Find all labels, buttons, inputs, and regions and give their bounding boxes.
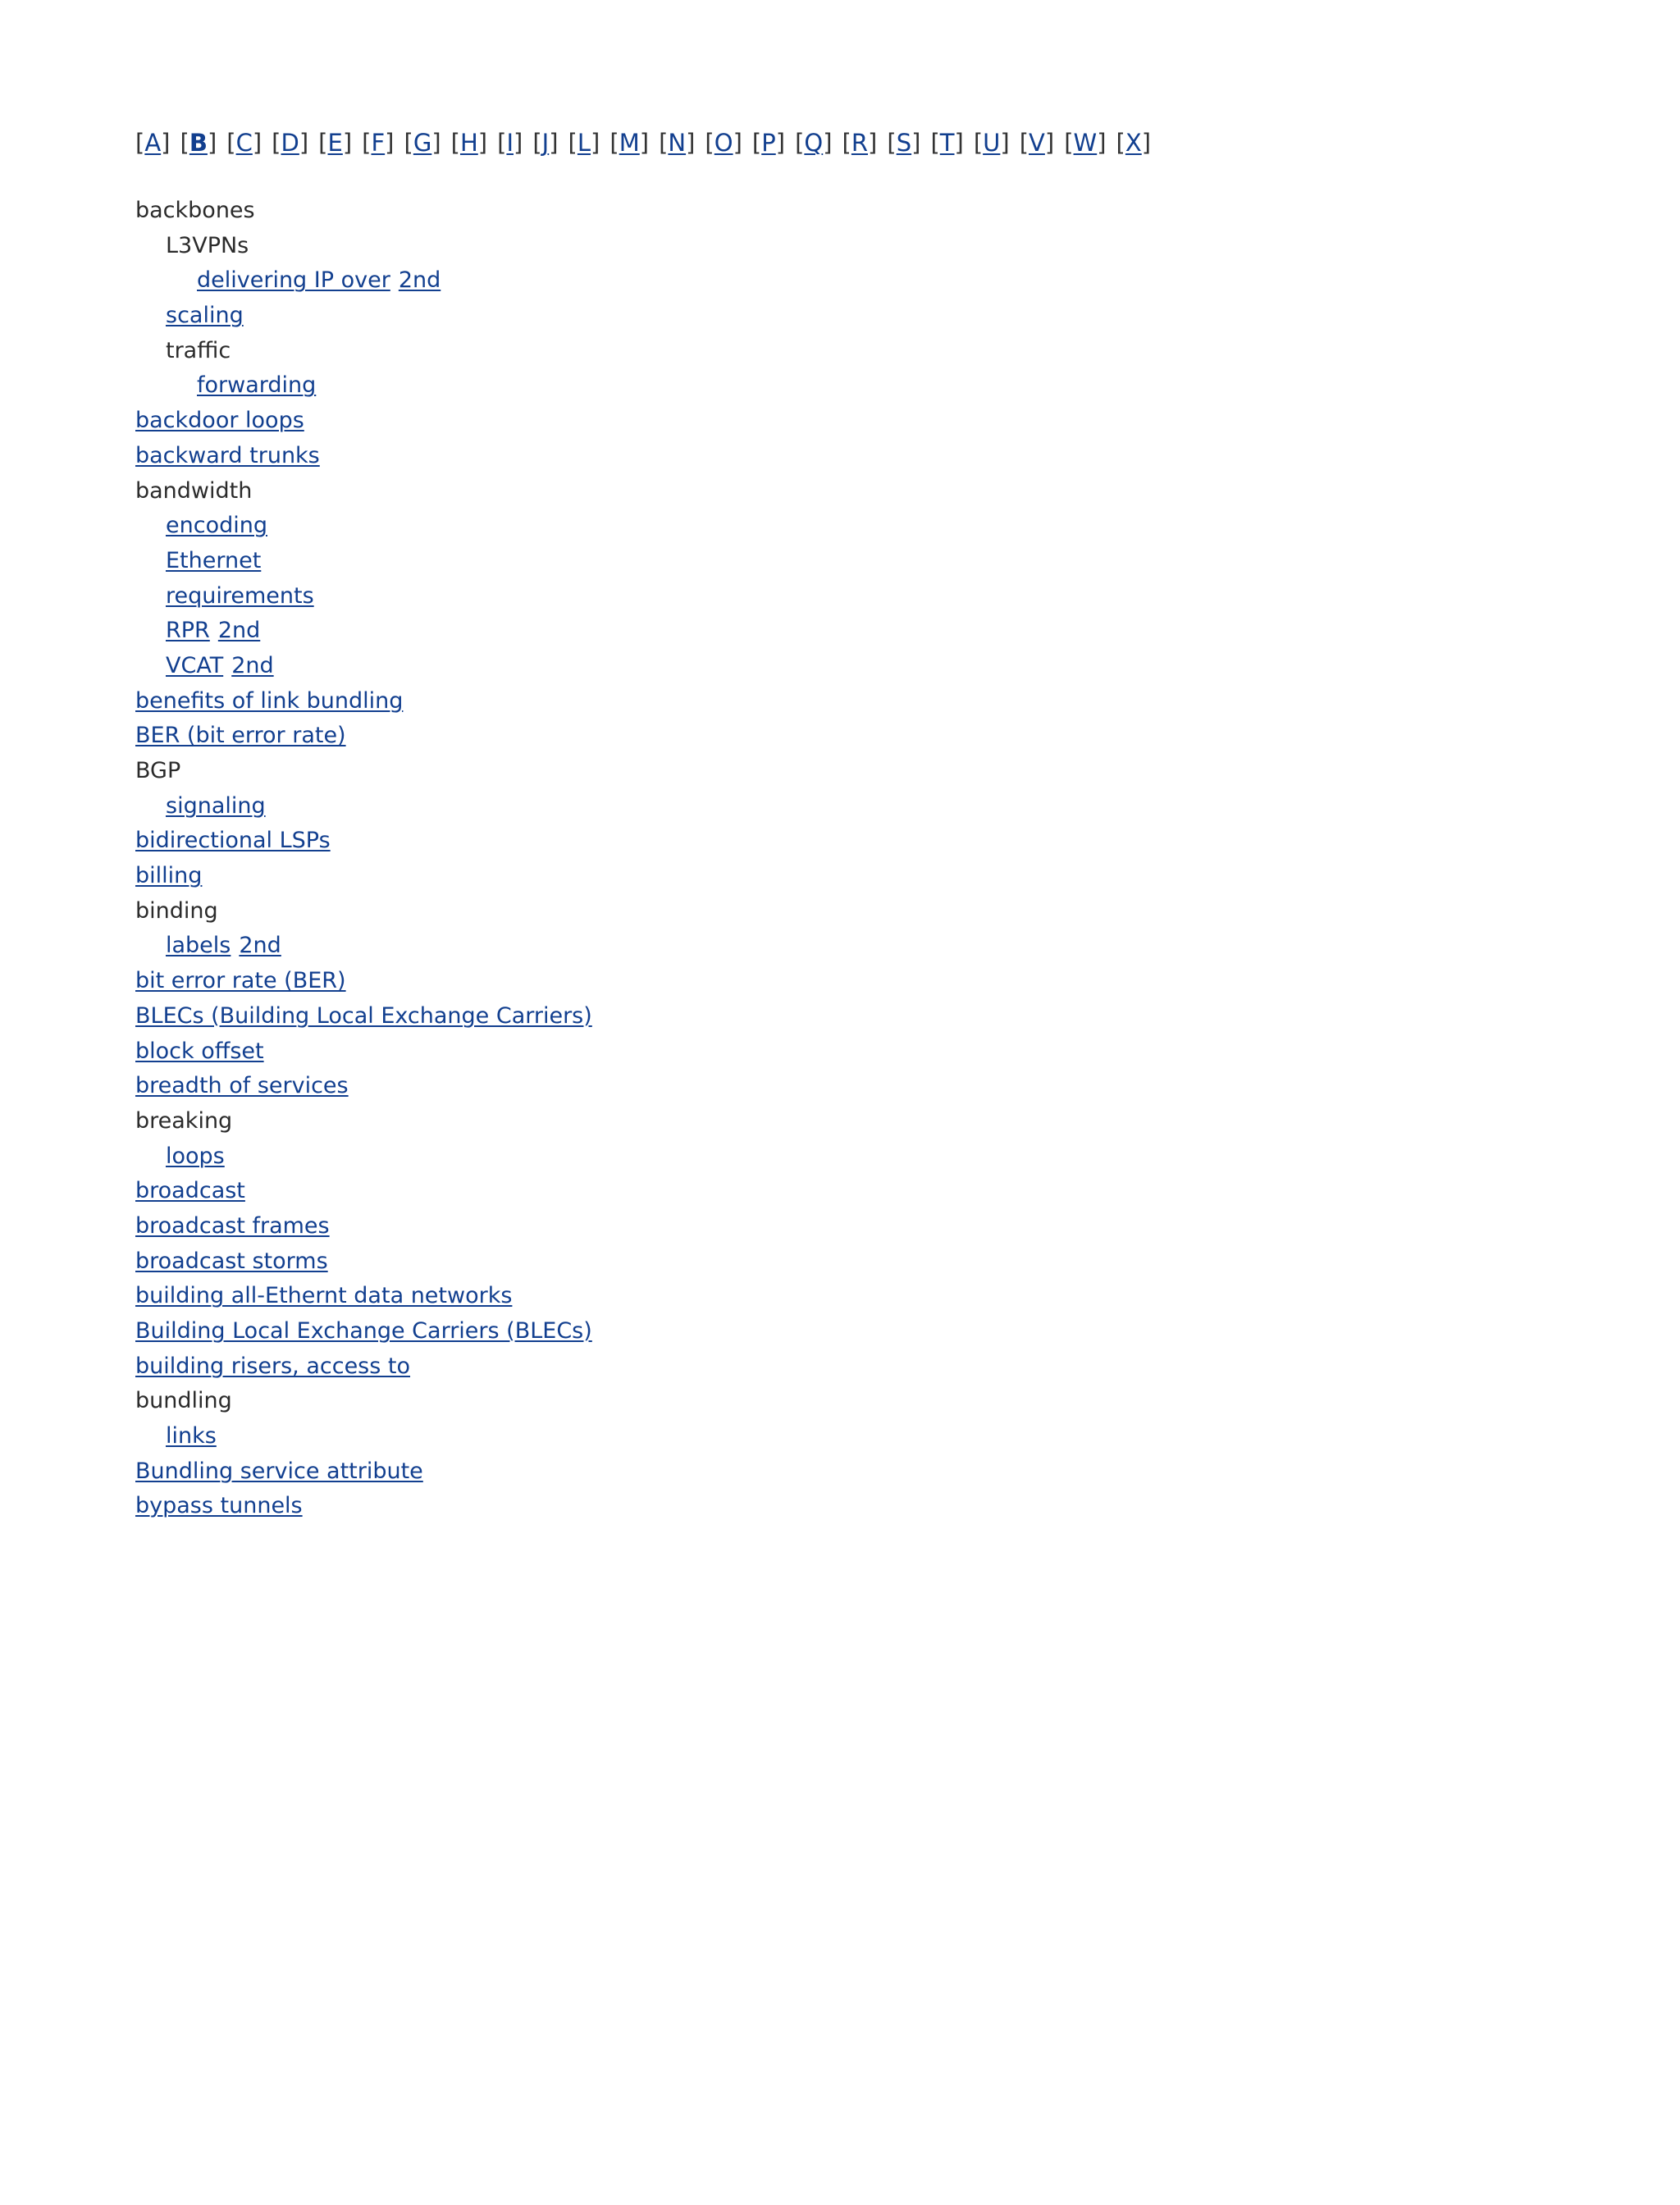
index-term-heading: bandwidth: [135, 477, 253, 504]
left-bracket: [: [135, 129, 145, 157]
right-bracket: ]: [385, 129, 395, 157]
index-entry: [135, 1489, 1530, 1524]
alphabet-nav-item: [404, 129, 441, 157]
left-bracket: [: [226, 129, 236, 157]
index-term-link[interactable]: loops: [166, 1143, 225, 1169]
index-entry: [135, 579, 1530, 614]
index-term-link[interactable]: breadth of services: [135, 1073, 349, 1099]
index-term-link[interactable]: BLECs (Building Local Exchange Carriers): [135, 1002, 592, 1029]
index-entry: [135, 754, 1530, 789]
right-bracket: ]: [733, 129, 742, 157]
index-term-link[interactable]: scaling: [166, 303, 244, 329]
index-entry: [135, 1104, 1530, 1139]
letter-link-n[interactable]: N: [668, 129, 687, 157]
alphabet-nav-item: [226, 129, 262, 157]
right-bracket: ]: [514, 129, 523, 157]
letter-link-i[interactable]: I: [506, 129, 514, 157]
index-entry: [135, 404, 1530, 439]
right-bracket: ]: [477, 129, 488, 157]
alphabet-nav-item: [180, 129, 217, 157]
right-bracket: ]: [639, 129, 650, 157]
index-entry: [135, 894, 1530, 929]
index-entry: [135, 334, 1530, 369]
alphabet-nav-item: [318, 129, 352, 157]
alphabet-nav-item: [659, 129, 695, 157]
index-term-link[interactable]: forwarding: [197, 372, 317, 399]
index-entry: [135, 614, 1530, 649]
index-ref-link[interactable]: 2nd: [239, 933, 281, 959]
letter-link-r[interactable]: R: [851, 129, 869, 157]
index-term-link[interactable]: links: [166, 1423, 217, 1449]
right-bracket: ]: [868, 129, 878, 157]
index-term-link[interactable]: billing: [135, 863, 203, 889]
index-entry: [135, 509, 1530, 544]
index-term-link[interactable]: signaling: [166, 792, 266, 819]
index-term-link[interactable]: block offset: [135, 1038, 264, 1064]
index-entry: [135, 1349, 1530, 1385]
index-entry: [135, 1384, 1530, 1419]
alphabet-nav-item: [795, 129, 832, 157]
index-entry: [135, 1279, 1530, 1314]
index-term-link[interactable]: bit error rate (BER): [135, 968, 346, 994]
alphabet-nav-item: [362, 129, 394, 157]
left-bracket: [: [180, 129, 189, 157]
index-term-heading: breaking: [135, 1107, 233, 1134]
left-bracket: [: [795, 129, 805, 157]
alphabet-nav-item: [272, 129, 308, 157]
letter-link-s[interactable]: S: [896, 129, 912, 157]
index-term-link[interactable]: encoding: [166, 513, 267, 539]
alphabet-nav-item: [974, 129, 1010, 157]
left-bracket: [: [930, 129, 940, 157]
index-term-heading: traffic: [166, 337, 231, 363]
index-term-link[interactable]: RPR: [166, 618, 210, 644]
index-entry: [135, 1034, 1530, 1070]
alphabet-nav-item: [1116, 129, 1152, 157]
left-bracket: [: [404, 129, 413, 157]
alphabet-nav-item: [497, 129, 523, 157]
index-term-heading: binding: [135, 897, 218, 924]
left-bracket: [: [272, 129, 281, 157]
index-entry: [135, 964, 1530, 999]
index-term-link[interactable]: labels: [166, 933, 231, 959]
right-bracket: ]: [591, 129, 600, 157]
index-entry: [135, 229, 1530, 264]
letter-link-q[interactable]: Q: [804, 129, 824, 157]
index-term-link[interactable]: building risers, access to: [135, 1353, 411, 1379]
index-entry: [135, 1314, 1530, 1349]
letter-link-f[interactable]: F: [371, 129, 386, 157]
right-bracket: ]: [775, 129, 786, 157]
index-term-link[interactable]: backdoor loops: [135, 408, 304, 434]
right-bracket: ]: [686, 129, 696, 157]
index-entry: [135, 1454, 1530, 1490]
letter-link-h[interactable]: H: [459, 129, 478, 157]
alphabet-nav-item: [1020, 129, 1055, 157]
left-bracket: [: [1116, 129, 1125, 157]
index-entry: [135, 999, 1530, 1034]
index-term-link[interactable]: VCAT: [166, 652, 224, 678]
index-term-link[interactable]: broadcast: [135, 1178, 245, 1204]
left-bracket: [: [887, 129, 897, 157]
index-term-link[interactable]: broadcast storms: [135, 1248, 328, 1274]
alphabet-nav-item: [930, 129, 963, 157]
index-entry: [135, 929, 1530, 964]
alphabet-nav-item: [752, 129, 785, 157]
index-term-link[interactable]: BER (bit error rate): [135, 723, 346, 749]
letter-link-l[interactable]: L: [577, 129, 591, 157]
index-ref-link[interactable]: 2nd: [398, 267, 441, 294]
index-entry: [135, 1069, 1530, 1104]
letter-link-o[interactable]: O: [714, 129, 733, 157]
right-bracket: ]: [207, 129, 217, 157]
index-entry: [135, 544, 1530, 579]
left-bracket: [: [362, 129, 372, 157]
letter-link-w[interactable]: W: [1073, 129, 1098, 157]
right-bracket: ]: [252, 129, 262, 157]
index-term-link[interactable]: broadcast frames: [135, 1212, 330, 1239]
index-ref-link[interactable]: 2nd: [231, 652, 274, 678]
letter-link-c[interactable]: C: [235, 129, 253, 157]
right-bracket: ]: [823, 129, 833, 157]
index-term-link[interactable]: bypass tunnels: [135, 1493, 303, 1519]
alphabet-nav-item: [1064, 129, 1106, 157]
index-entry: [135, 1139, 1530, 1175]
alphabet-nav-item: [568, 129, 600, 157]
letter-link-a[interactable]: A: [144, 129, 162, 157]
index-entry: [135, 684, 1530, 719]
left-bracket: [: [842, 129, 851, 157]
index-entry: [135, 474, 1530, 509]
alphabet-nav-item: [451, 129, 487, 157]
right-bracket: ]: [431, 129, 441, 157]
index-entry: [135, 1419, 1530, 1454]
alphabet-nav-item: [532, 129, 558, 157]
left-bracket: [: [609, 129, 619, 157]
letter-link-u[interactable]: U: [983, 129, 1001, 157]
index-term-link[interactable]: requirements: [166, 582, 314, 609]
left-bracket: [: [450, 129, 460, 157]
index-term-link[interactable]: bidirectional LSPs: [135, 828, 331, 854]
right-bracket: ]: [1097, 129, 1107, 157]
right-bracket: ]: [549, 129, 559, 157]
index-term-link[interactable]: building all-Ethernt data networks: [135, 1283, 513, 1309]
index-term-heading: backbones: [135, 198, 255, 223]
index-term-link[interactable]: Ethernet: [166, 547, 262, 573]
index-entry: [135, 859, 1530, 894]
index-term-link[interactable]: delivering IP over: [197, 267, 390, 294]
index-entry: [135, 719, 1530, 754]
letter-link-j[interactable]: J: [541, 129, 550, 157]
index-term-link[interactable]: Building Local Exchange Carriers (BLECs): [135, 1318, 592, 1344]
index-entry: [135, 368, 1530, 404]
left-bracket: [: [532, 129, 542, 157]
letter-link-m[interactable]: M: [619, 129, 640, 157]
index-list: [135, 194, 1530, 1524]
index-entry: [135, 1209, 1530, 1244]
right-bracket: ]: [954, 129, 964, 157]
right-bracket: ]: [1000, 129, 1010, 157]
index-entry: [135, 649, 1530, 684]
right-bracket: ]: [1141, 129, 1152, 157]
alphabet-nav-item: [609, 129, 649, 157]
alphabet-nav-item: [842, 129, 878, 157]
alphabet-nav-item: [887, 129, 920, 157]
index-term-link[interactable]: Bundling service attribute: [135, 1458, 423, 1484]
letter-link-x[interactable]: X: [1125, 129, 1142, 157]
right-bracket: ]: [1044, 129, 1055, 157]
index-entry: [135, 439, 1530, 474]
right-bracket: ]: [299, 129, 309, 157]
left-bracket: [: [1064, 129, 1074, 157]
right-bracket: ]: [342, 129, 353, 157]
right-bracket: ]: [911, 129, 921, 157]
index-entry: [135, 789, 1530, 824]
letter-link-t[interactable]: T: [939, 129, 955, 157]
index-entry: [135, 263, 1530, 299]
index-term-link[interactable]: backward trunks: [135, 442, 320, 468]
left-bracket: [: [318, 129, 328, 157]
right-bracket: ]: [161, 129, 171, 157]
left-bracket: [: [659, 129, 669, 157]
letter-link-e[interactable]: E: [327, 129, 343, 157]
index-entry: [135, 299, 1530, 334]
index-entry: [135, 824, 1530, 859]
index-term-heading: L3VPNs: [166, 232, 249, 258]
left-bracket: [: [1019, 129, 1029, 157]
alphabet-nav-item: [135, 129, 171, 157]
index-term-link[interactable]: benefits of link bundling: [135, 687, 404, 714]
letter-link-p[interactable]: P: [761, 129, 776, 157]
letter-link-b[interactable]: B: [189, 129, 208, 157]
letter-link-g[interactable]: G: [413, 129, 432, 157]
left-bracket: [: [751, 129, 762, 157]
index-term-heading: BGP: [135, 758, 181, 783]
alphabet-navigation: [135, 126, 1530, 160]
index-page: [135, 126, 1530, 1524]
alphabet-nav-item: [705, 129, 742, 157]
index-ref-link[interactable]: 2nd: [217, 618, 261, 644]
left-bracket: [: [568, 129, 578, 157]
letter-link-d[interactable]: D: [281, 129, 299, 157]
left-bracket: [: [705, 129, 714, 157]
letter-link-v[interactable]: V: [1029, 129, 1045, 157]
left-bracket: [: [497, 129, 507, 157]
index-entry: [135, 1244, 1530, 1280]
index-term-heading: bundling: [135, 1388, 232, 1414]
index-entry: [135, 1174, 1530, 1209]
index-entry: [135, 194, 1530, 229]
left-bracket: [: [973, 129, 984, 157]
